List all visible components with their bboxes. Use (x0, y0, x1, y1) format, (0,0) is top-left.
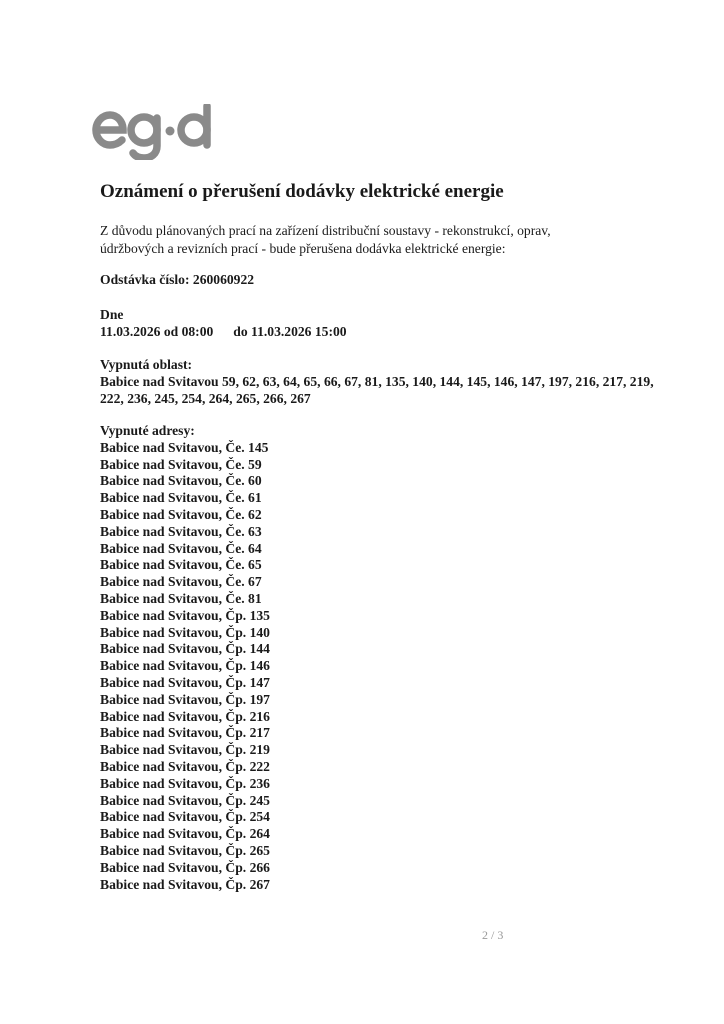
date-label: Dne (100, 307, 124, 322)
intro-line: Z důvodu plánovaných prací na zařízení distribuční soustavy - rekonstrukcí, oprav, (100, 223, 551, 238)
page-number: 2 / 3 (482, 928, 504, 942)
area-label: Vypnutá oblast: (100, 357, 193, 372)
address-item: Babice nad Svitavou, Čp. 267 (100, 876, 270, 892)
date-from: 11.03.2026 od 08:00 (100, 324, 214, 339)
area-line: Babice nad Svitavou 59, 62, 63, 64, 65, 66, 67, 81, 135, 140, 144, 145, 146, 147, 197, 216, 217, 219, (100, 374, 654, 389)
address-item: Babice nad Svitavou, Čp. 197 (100, 691, 270, 707)
address-item: Babice nad Svitavou, Če. 81 (100, 590, 262, 606)
address-item: Babice nad Svitavou, Če. 63 (100, 523, 262, 539)
address-item: Babice nad Svitavou, Čp. 219 (100, 742, 270, 758)
address-item: Babice nad Svitavou, Čp. 245 (100, 792, 270, 808)
address-item: Babice nad Svitavou, Čp. 222 (100, 758, 270, 774)
area-line: 222, 236, 245, 254, 264, 265, 266, 267 (100, 391, 311, 406)
address-item: Babice nad Svitavou, Čp. 236 (100, 775, 270, 791)
address-item: Babice nad Svitavou, Čp. 217 (100, 725, 270, 741)
address-item: Babice nad Svitavou, Če. 60 (100, 473, 262, 489)
address-item: Babice nad Svitavou, Čp. 266 (100, 859, 270, 875)
addresses-label: Vypnuté adresy: (100, 423, 195, 438)
egd-logo (92, 104, 216, 160)
address-item: Babice nad Svitavou, Če. 62 (100, 506, 262, 522)
address-item: Babice nad Svitavou, Če. 145 (100, 439, 269, 455)
address-item: Babice nad Svitavou, Čp. 264 (100, 826, 270, 842)
address-item: Babice nad Svitavou, Če. 59 (100, 456, 262, 472)
address-item: Babice nad Svitavou, Čp. 265 (100, 842, 270, 858)
address-item: Babice nad Svitavou, Če. 65 (100, 557, 262, 573)
affected-addresses (100, 423, 270, 893)
address-item: Babice nad Svitavou, Čp. 140 (100, 624, 270, 640)
address-item: Babice nad Svitavou, Čp. 146 (100, 658, 270, 674)
intro-line: údržbových a revizních prací - bude přerušena dodávka elektrické energie: (100, 241, 506, 256)
notice-title: Oznámení o přerušení dodávky elektrické energie (100, 181, 504, 202)
address-item: Babice nad Svitavou, Čp. 144 (100, 641, 270, 657)
date-block (100, 306, 347, 340)
address-item: Babice nad Svitavou, Čp. 254 (100, 809, 270, 825)
date-range (100, 323, 347, 340)
address-item: Babice nad Svitavou, Čp. 147 (100, 674, 270, 690)
address-item: Babice nad Svitavou, Če. 61 (100, 490, 262, 506)
address-item: Babice nad Svitavou, Čp. 216 (100, 708, 270, 724)
date-to: do 11.03.2026 15:00 (233, 324, 347, 339)
affected-area (100, 356, 680, 407)
outage-number: Odstávka číslo: 260060922 (100, 272, 255, 287)
address-item: Babice nad Svitavou, Če. 64 (100, 540, 262, 556)
address-item: Babice nad Svitavou, Čp. 135 (100, 607, 270, 623)
address-item: Babice nad Svitavou, Če. 67 (100, 574, 262, 590)
intro-paragraph (100, 222, 600, 258)
